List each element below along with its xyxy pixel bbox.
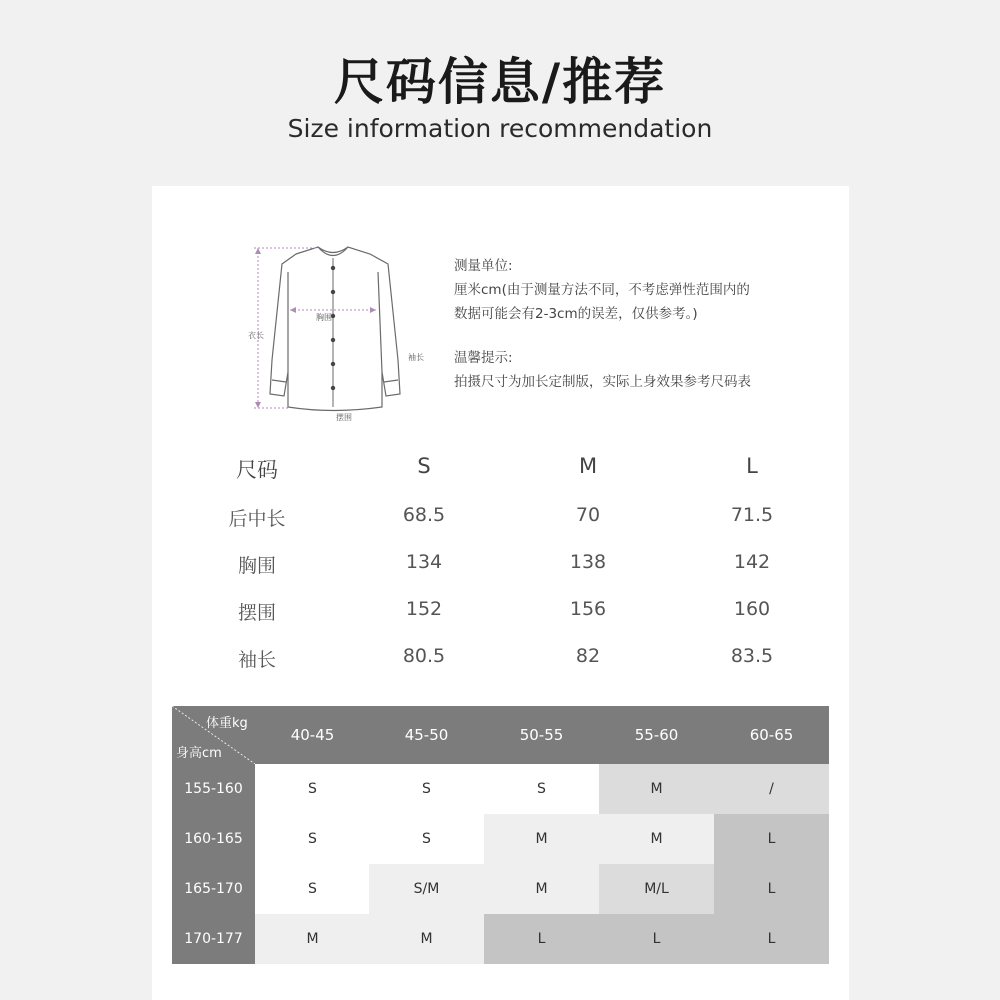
- hem-label: 摆围: [336, 413, 352, 422]
- row-value-l: 142: [733, 551, 771, 573]
- row-value-l: 160: [733, 598, 771, 620]
- grid-corner: [172, 706, 255, 764]
- height-header: 160-165: [172, 814, 255, 864]
- garment-diagram: [248, 242, 418, 432]
- row-value-m: 70: [575, 504, 601, 526]
- size-recommendation-cell: S: [369, 814, 484, 864]
- row-value-m: 156: [569, 598, 607, 620]
- size-recommendation-cell: M: [369, 914, 484, 964]
- page-subtitle: Size information recommendation: [287, 114, 713, 143]
- size-header-s: S: [417, 454, 431, 478]
- row-value-s: 134: [405, 551, 443, 573]
- row-value-s: 68.5: [402, 504, 446, 526]
- size-row-chest: [152, 551, 849, 591]
- size-row-sleeve: [152, 645, 849, 685]
- size-header-l: L: [746, 454, 758, 478]
- size-recommendation-cell: M/L: [599, 864, 714, 914]
- size-recommendation-cell: L: [714, 814, 829, 864]
- size-recommendation-grid: [172, 706, 829, 964]
- row-label: 胸围: [237, 555, 276, 577]
- weight-header: 50-55: [484, 706, 599, 764]
- size-recommendation-cell: L: [714, 914, 829, 964]
- size-recommendation-cell: S: [255, 764, 370, 814]
- sleeve-label: 袖长: [408, 353, 424, 362]
- size-recommendation-cell: M: [484, 814, 599, 864]
- size-recommendation-cell: S: [484, 764, 599, 814]
- size-recommendation-cell: L: [484, 914, 599, 964]
- tip-title: 温馨提示:: [454, 350, 513, 366]
- row-value-m: 82: [575, 645, 601, 667]
- size-recommendation-cell: S/M: [369, 864, 484, 914]
- size-header-m: M: [578, 454, 598, 478]
- row-value-s: 152: [405, 598, 443, 620]
- weight-header: 60-65: [714, 706, 829, 764]
- weight-header: 45-50: [369, 706, 484, 764]
- corner-height-label: 身高cm: [176, 746, 222, 761]
- size-recommendation-cell: /: [714, 764, 829, 814]
- weight-header: 40-45: [255, 706, 370, 764]
- size-recommendation-cell: S: [255, 864, 370, 914]
- row-value-s: 80.5: [402, 645, 446, 667]
- size-recommendation-cell: M: [599, 814, 714, 864]
- row-label: 袖长: [237, 649, 276, 671]
- size-table-header: [152, 454, 849, 494]
- unit-line-2: 数据可能会有2-3cm的误差，仅供参考。): [454, 306, 698, 322]
- length-label: 衣长: [248, 331, 264, 340]
- weight-header: 55-60: [599, 706, 714, 764]
- size-recommendation-cell: L: [714, 864, 829, 914]
- size-recommendation-cell: S: [255, 814, 370, 864]
- size-row-back-length: [152, 504, 849, 544]
- size-recommendation-cell: L: [599, 914, 714, 964]
- height-header: 165-170: [172, 864, 255, 914]
- row-value-m: 138: [569, 551, 607, 573]
- size-recommendation-cell: M: [599, 764, 714, 814]
- row-label: 后中长: [228, 508, 286, 530]
- unit-title: 测量单位:: [454, 258, 513, 274]
- height-header: 170-177: [172, 914, 255, 964]
- row-value-l: 83.5: [730, 645, 774, 667]
- size-row-hem: [152, 598, 849, 638]
- height-header: 155-160: [172, 764, 255, 814]
- row-value-l: 71.5: [730, 504, 774, 526]
- size-recommendation-cell: S: [369, 764, 484, 814]
- size-header-label: 尺码: [236, 458, 278, 482]
- tip-line: 拍摄尺寸为加长定制版，实际上身效果参考尺码表: [454, 374, 751, 390]
- size-recommendation-cell: M: [484, 864, 599, 914]
- page-title: 尺码信息/推荐: [333, 53, 667, 111]
- row-label: 摆围: [237, 602, 276, 624]
- unit-line-1: 厘米cm(由于测量方法不同，不考虑弹性范围内的: [454, 282, 750, 298]
- measurement-notes: [454, 254, 834, 394]
- size-recommendation-cell: M: [255, 914, 370, 964]
- corner-weight-label: 体重kg: [206, 716, 248, 731]
- chest-label: 胸围: [316, 313, 332, 322]
